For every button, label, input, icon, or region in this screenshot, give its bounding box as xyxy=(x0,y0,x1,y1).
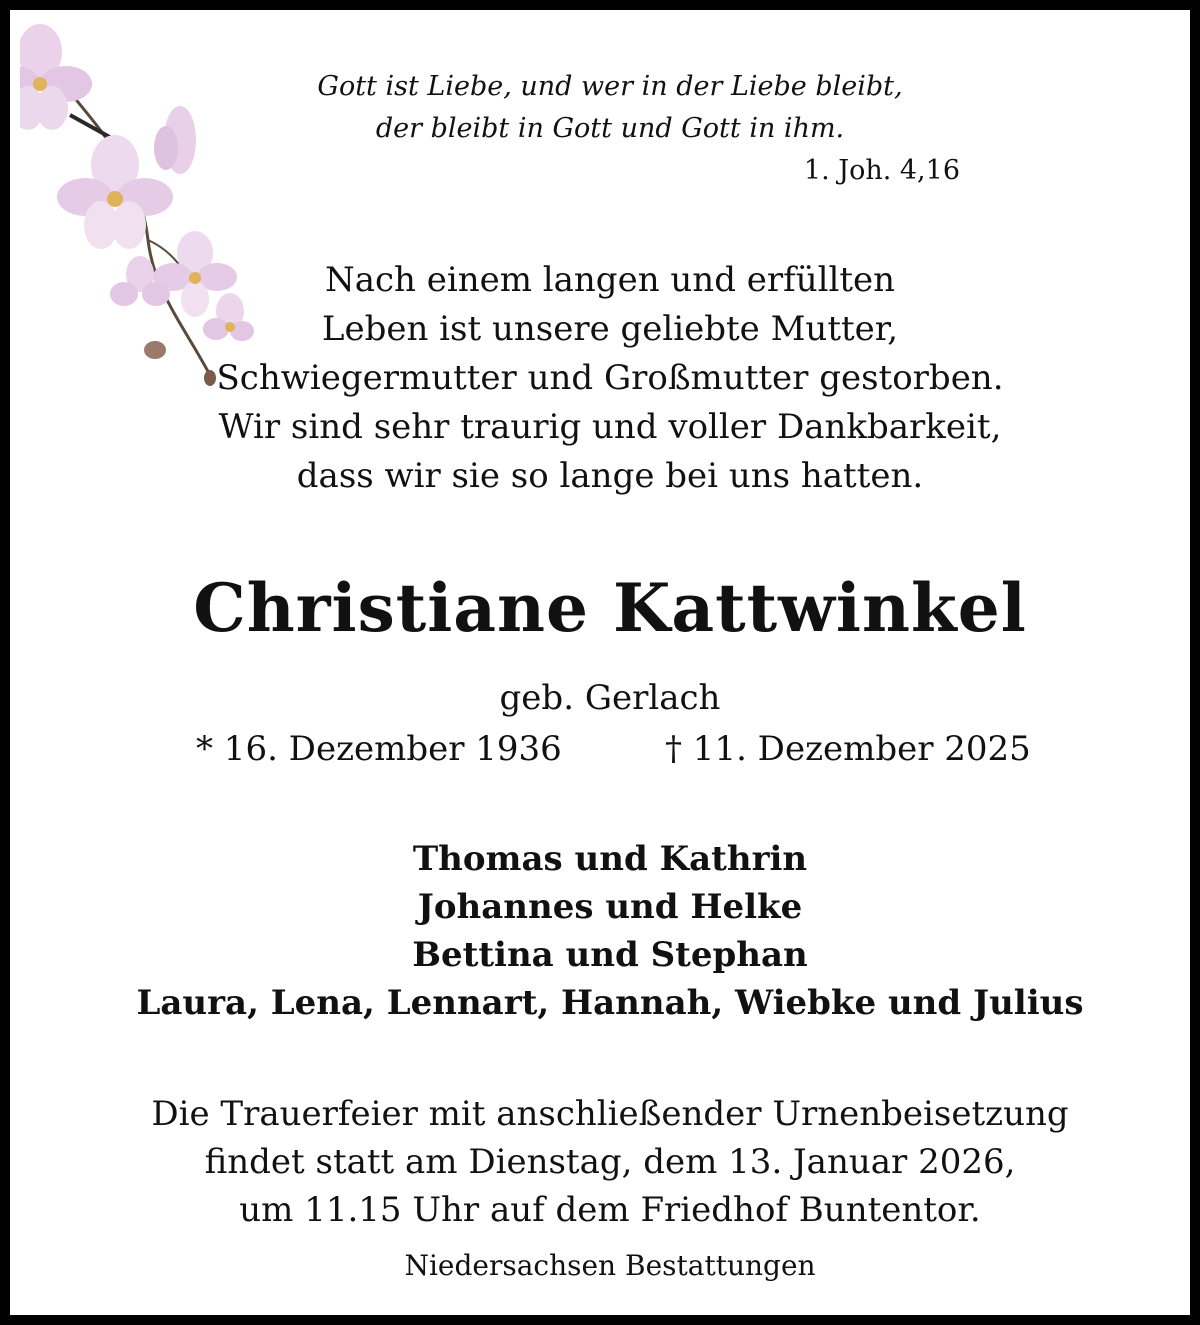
birth-date: * 16. Dezember 1936 xyxy=(196,729,562,769)
family-line: Johannes und Helke xyxy=(417,887,803,927)
family-line: Thomas und Kathrin xyxy=(412,839,808,879)
intro-text xyxy=(10,256,1200,501)
death-date: † 11. Dezember 2025 xyxy=(665,729,1031,769)
deceased-name: Christiane Kattwinkel xyxy=(193,569,1027,647)
intro-line: Wir sind sehr traurig und voller Dankbarkeit, xyxy=(218,407,1002,447)
intro-line: Nach einem langen und erfüllten xyxy=(324,260,896,300)
bible-quote-line-1: Gott ist Liebe, und wer in der Liebe bleibt, xyxy=(317,71,903,102)
family-list xyxy=(10,835,1200,1027)
life-dates xyxy=(10,724,1200,774)
funeral-service-info xyxy=(10,1090,1200,1234)
undertaker-name: Niedersachsen Bestattungen xyxy=(404,1249,816,1282)
bible-quote-reference: 1. Joh. 4,16 xyxy=(803,155,960,186)
service-line: Die Trauerfeier mit anschließender Urnenbeisetzung xyxy=(151,1094,1069,1134)
family-line: Bettina und Stephan xyxy=(412,935,808,975)
service-line: findet statt am Dienstag, dem 13. Januar 2026, xyxy=(204,1142,1016,1182)
bible-quote-line-2: der bleibt in Gott und Gott in ihm. xyxy=(375,113,845,144)
intro-line: Leben ist unsere geliebte Mutter, xyxy=(321,309,899,349)
intro-line: Schwiegermutter und Großmutter gestorben. xyxy=(216,358,1004,398)
intro-line: dass wir sie so lange bei uns hatten. xyxy=(296,456,924,496)
service-line: um 11.15 Uhr auf dem Friedhof Buntentor. xyxy=(239,1190,981,1230)
family-line: Laura, Lena, Lennart, Hannah, Wiebke und Julius xyxy=(136,983,1084,1023)
maiden-name: geb. Gerlach xyxy=(499,678,721,718)
